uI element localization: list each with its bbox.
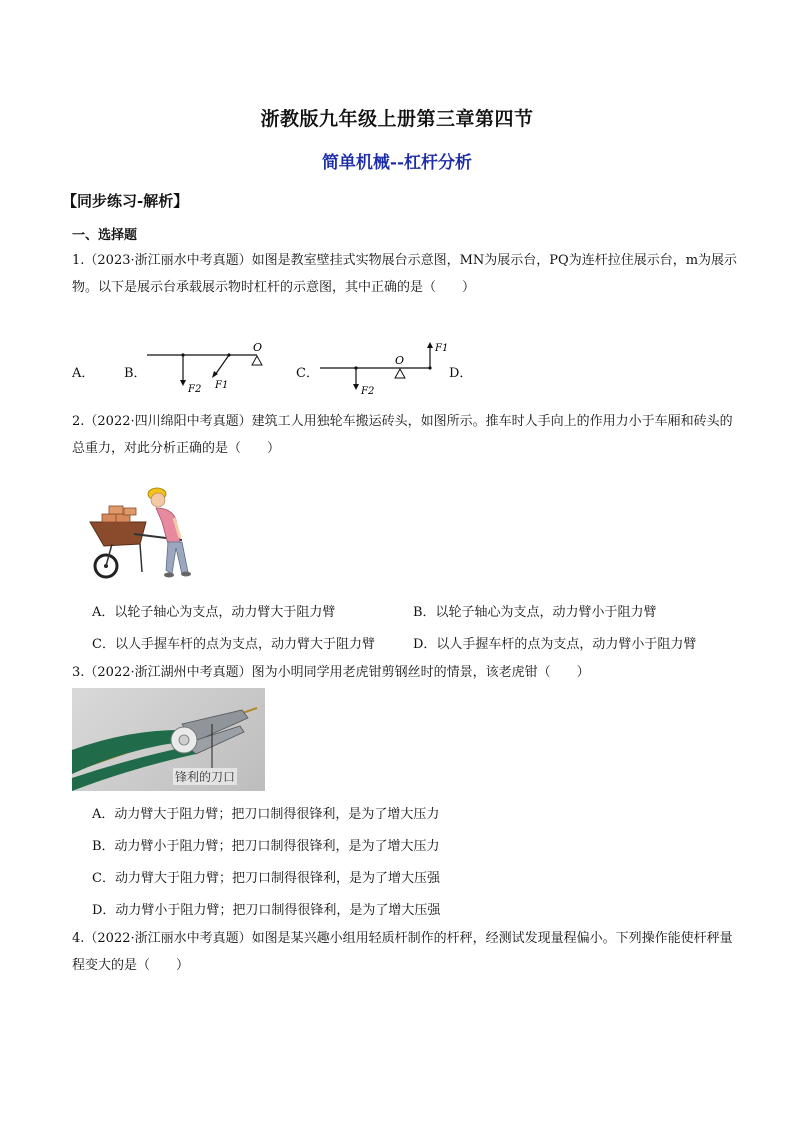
wheelbarrow-illustration	[84, 478, 202, 582]
q3-option-c: C．动力臂大于阻力臂；把刀口制得很锋利，是为了增大压强	[92, 871, 440, 886]
q2-option-d: D．以人手握车杆的点为支点，动力臂小于阻力臂	[413, 637, 697, 652]
question-2-text: 2.（2022·四川绵阳中考真题）建筑工人用独轮车搬运砖头，如图所示。推车时人手向上的作用力小于车厢和砖头的总重力，对此分析正确的是（ ）	[72, 414, 733, 456]
q2-option-a: A．以轮子轴心为支点，动力臂大于阻力臂	[92, 605, 336, 620]
q3-option-d: D．动力臂小于阻力臂；把刀口制得很锋利，是为了增大压强	[92, 903, 441, 918]
question-1-text: 1.（2023·浙江丽水中考真题）如图是教室壁挂式实物展台示意图，MN为展示台，PQ为连杆拉住展示台，m为展示物。以下是展示台承载展示物时杠杆的示意图，其中正确的是（ ）	[72, 253, 738, 295]
lever-diagram-b	[145, 340, 275, 396]
q3-option-b: B．动力臂小于阻力臂；把刀口制得很锋利，是为了增大压力	[92, 839, 440, 854]
part-heading: 一、选择题	[72, 228, 138, 243]
q1-option-b: B．	[124, 366, 147, 381]
pliers-photo	[72, 688, 265, 791]
force-f2-label-c: F2	[361, 386, 375, 396]
lever-diagram-c	[318, 338, 448, 396]
q2-option-c: C．以人手握车杆的点为支点，动力臂大于阻力臂	[92, 637, 375, 652]
q1-option-c: C．	[296, 366, 319, 381]
q3-option-a: A．动力臂大于阻力臂；把刀口制得很锋利，是为了增大压力	[92, 807, 440, 822]
question-4-text: 4.（2022·浙江丽水中考真题）如图是某兴趣小组用轻质杆制作的杆秤，经测试发现量程偏小。下列操作能使杆秤量程变大的是（ ）	[72, 931, 733, 973]
section-heading: 【同步练习-解析】	[62, 192, 189, 210]
question-3-text: 3.（2022·浙江湖州中考真题）图为小明同学用老虎钳剪钢丝时的情景，该老虎钳（ ）	[72, 665, 590, 680]
pivot-o-label: O	[253, 341, 263, 354]
q1-option-a: A．	[72, 366, 95, 381]
force-f1-label: F1	[215, 380, 229, 391]
document-title: 浙教版九年级上册第三章第四节	[260, 108, 534, 130]
force-f2-label: F2	[188, 384, 202, 395]
q2-option-b: B．以轮子轴心为支点，动力臂小于阻力臂	[413, 605, 657, 620]
force-f1-label-c: F1	[435, 343, 448, 354]
document-subtitle: 简单机械--杠杆分析	[321, 153, 473, 173]
photo-caption: 锋利的刀口	[175, 770, 236, 784]
pivot-o-label-c: O	[395, 354, 405, 367]
q1-option-d: D．	[449, 366, 473, 381]
